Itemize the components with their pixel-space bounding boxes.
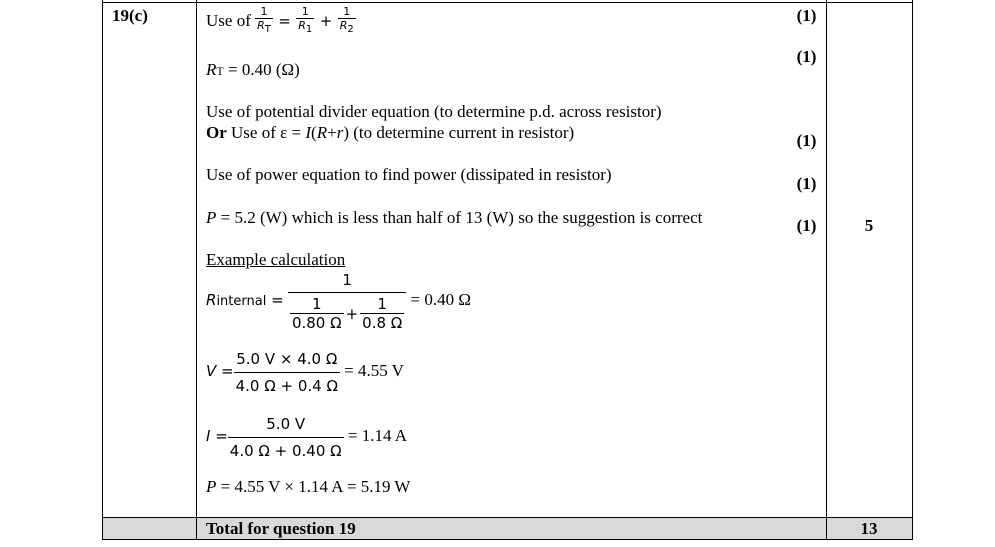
step-4-text: Use of power equation to find power (dissipated in resistor) — [206, 165, 612, 184]
step-3-line-1: Use of potential divider equation (to determine p.d. across resistor) — [206, 102, 662, 121]
table-border-bottom — [102, 539, 913, 540]
current-equation: I = $\frac{5.0 V}{4.0 \Omega + 0.40 \Omega}$ = 1.14 A — [206, 414, 408, 460]
total-row-divider — [102, 517, 913, 518]
mark-step-2: (1) — [796, 47, 817, 66]
marks-total: 5 — [864, 216, 874, 235]
total-value: 13 — [860, 519, 878, 538]
rt-formula: $\frac{1}{R_T}$ = $\frac{1}{R_1}$ + $\frac{1}{R_2}$ — [257, 5, 354, 36]
table-border-left — [102, 0, 103, 540]
mark-scheme-table — [102, 0, 913, 540]
mark-step-5: (1) — [796, 216, 817, 235]
r-internal-fraction: 1 $\frac{1}{0.80 \Omega}$ + $\frac{1}{0.8 \Omega}$ — [288, 270, 406, 332]
example-heading: Example calculation — [206, 250, 346, 269]
voltage-equation: V = $\frac{5.0 V \times 4.0 \Omega}{4.0 \Omega + 0.4 \Omega}$ = 4.55 V — [206, 349, 404, 395]
power-equation: P = 4.55 V × 1.14 A = 5.19 W — [206, 477, 411, 496]
step-2-text: RT = 0.40 (Ω) — [206, 60, 300, 79]
voltage-fraction: $\frac{5.0 V \times 4.0 \Omega}{4.0 \Omega + 0.4 \Omega}$ — [235, 349, 338, 395]
total-label: Total for question 19 — [206, 519, 356, 538]
step-5-text: P = 5.2 (W) which is less than half of 13 (W) so the suggestion is correct — [206, 208, 703, 227]
step-1-text: Use of $\frac{1}{R_T}$ = $\frac{1}{R_1}$ + $\frac{1}{R_2}$ — [206, 5, 354, 36]
column-divider-2 — [826, 0, 827, 540]
mark-step-1: (1) — [796, 6, 817, 25]
frac-1-over-r1: $\frac{1}{R_1}$ — [298, 5, 313, 36]
mark-step-3: (1) — [796, 131, 817, 150]
mark-step-4: (1) — [796, 174, 817, 193]
frac-1-over-r2: $\frac{1}{R_2}$ — [339, 5, 354, 36]
frac-1-over-rt: $\frac{1}{R_T}$ — [257, 5, 271, 36]
step-3-line-2: Or Use of ε = I(R+r) (to determine current in resistor) — [206, 123, 575, 142]
r-internal-equation: Rinternal = 1 $\frac{1}{0.80 \Omega}$ + $\frac{1}{0.8 \Omega}$ = 0.40 Ω — [206, 271, 471, 333]
current-fraction: $\frac{5.0 V}{4.0 \Omega + 0.40 \Omega}$ — [229, 414, 342, 460]
table-border-right — [912, 0, 913, 540]
column-divider-1 — [196, 0, 197, 540]
question-number: 19(c) — [112, 6, 148, 25]
